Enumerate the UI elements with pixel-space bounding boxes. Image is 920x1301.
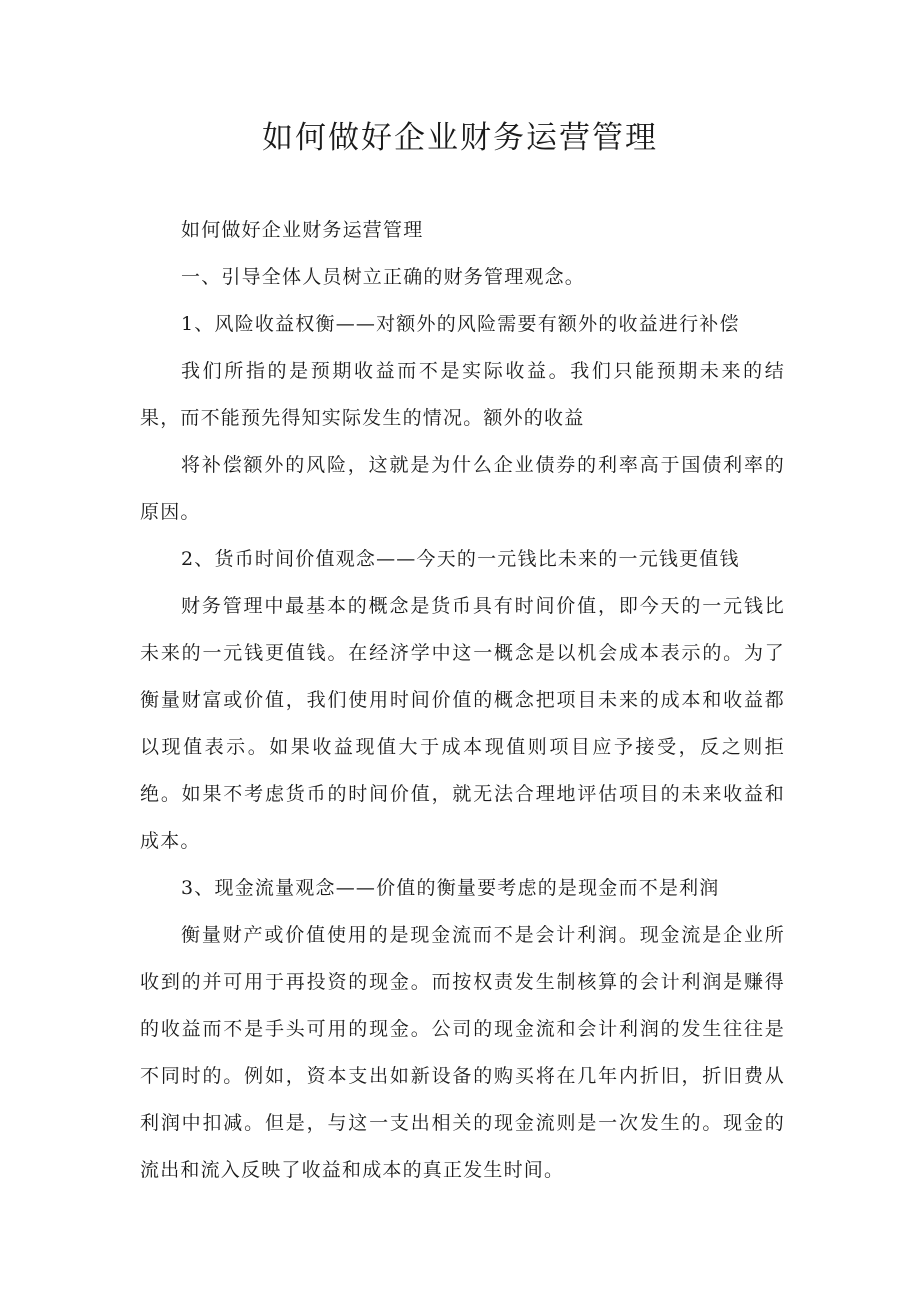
document-body xyxy=(140,207,785,1194)
paragraph-section-heading: 一、引导全体人员树立正确的财务管理观念。 xyxy=(181,266,586,288)
paragraph-point-2-heading: 2、货币时间价值观念——今天的一元钱比未来的一元钱更值钱 xyxy=(181,548,740,570)
paragraph-point-3-text: 衡量财产或价值使用的是现金流而不是会计利润。现金流是企业所收到的并可用于再投资的现金。而按权责发生制核算的会计利润是赚得的收益而不是手头可用的现金。公司的现金流和会计利润的发生往往是不同时的。例如，资本支出如新设备的购买将在几年内折旧，折旧费从利润中扣减。但是，与这一支出相关的现金流则是一次发生的。现金的流出和流入反映了收益和成本的真正发生时间。 xyxy=(140,924,785,1181)
paragraph-point-1-text-b: 将补偿额外的风险，这就是为什么企业债券的利率高于国债利率的原因。 xyxy=(140,454,785,523)
paragraph-point-3-heading: 3、现金流量观念——价值的衡量要考虑的是现金而不是利润 xyxy=(181,877,720,899)
paragraph-subtitle: 如何做好企业财务运营管理 xyxy=(181,219,424,241)
page-title: 如何做好企业财务运营管理 xyxy=(262,120,658,156)
paragraph-point-2-text: 财务管理中最基本的概念是货币具有时间价值，即今天的一元钱比未来的一元钱更值钱。在经济学中这一概念是以机会成本表示的。为了衡量财富或价值，我们使用时间价值的概念把项目未来的成本和收益都以现值表示。如果收益现值大于成本现值则项目应予接受，反之则拒绝。如果不考虑货币的时间价值，就无法合理地评估项目的未来收益和成本。 xyxy=(140,595,785,852)
paragraph-point-1-text-a: 我们所指的是预期收益而不是实际收益。我们只能预期未来的结果，而不能预先得知实际发生的情况。额外的收益 xyxy=(140,360,785,429)
paragraph-point-1-heading: 1、风险收益权衡——对额外的风险需要有额外的收益进行补偿 xyxy=(181,313,740,335)
